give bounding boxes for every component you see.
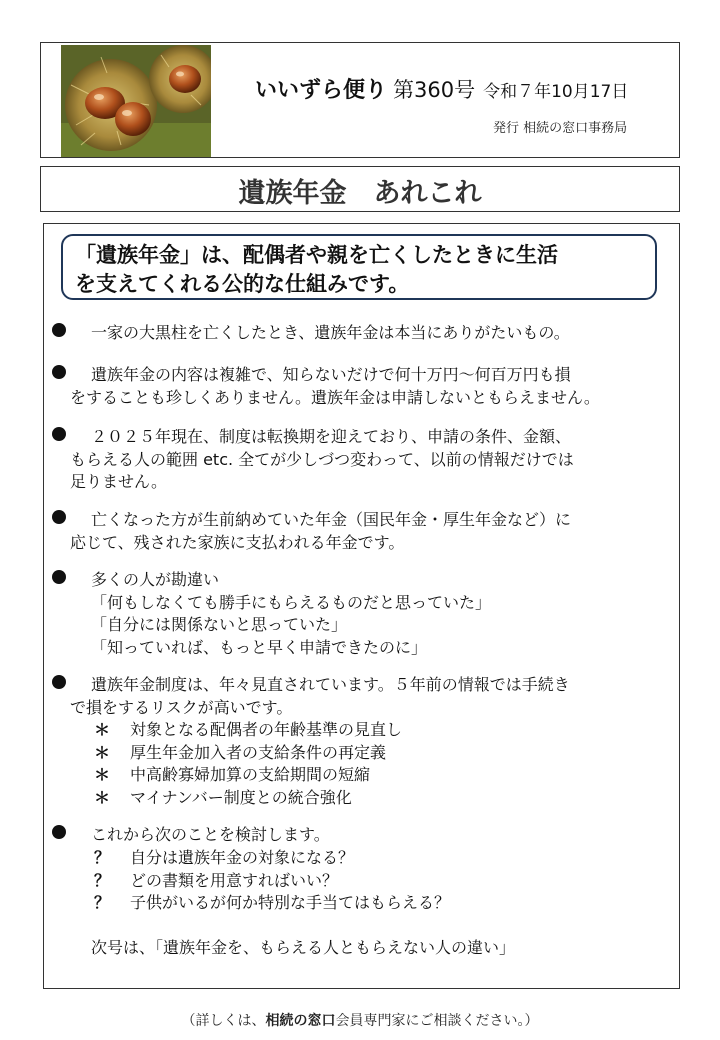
item-6-line-1: 遺族年金制度は、年々見直されています。５年前の情報では手続き bbox=[91, 675, 570, 694]
item-4-line-2: 応じて、残された家族に支払われる年金です。 bbox=[70, 533, 405, 552]
bullet-icon bbox=[52, 675, 66, 689]
publisher: 発行 相続の窓口事務局 bbox=[493, 121, 628, 136]
bullet-icon bbox=[52, 570, 66, 584]
bullet-icon bbox=[52, 825, 66, 839]
item-2-line-1: 遺族年金の内容は複雑で、知らないだけで何十万円〜何百万円も損 bbox=[91, 365, 571, 384]
footer-note bbox=[0, 1010, 720, 1030]
header-title-row bbox=[255, 73, 628, 104]
issue-number: 第360号 bbox=[393, 78, 476, 102]
question-mark-icon: ？ bbox=[94, 893, 111, 912]
item-3-line-2: もらえる人の範囲 etc. 全てが少しづつ変わって、以前の情報だけでは bbox=[70, 450, 574, 469]
quote-2: 「自分には関係ないと思っていた」 bbox=[91, 615, 348, 634]
asterisk-icon: ＊ bbox=[94, 788, 111, 807]
callout-line-1: 「遺族年金」は、配偶者や親を亡くしたときに生活 bbox=[75, 243, 558, 267]
next-issue-note: 次号は、「遺族年金を、もらえる人ともらえない人の違い」 bbox=[91, 938, 516, 957]
content-box bbox=[43, 223, 680, 989]
item-1-line-1: 一家の大黒柱を亡くしたとき、遺族年金は本当にありがたいもの。 bbox=[91, 323, 570, 342]
item-4-line-1: 亡くなった方が生前納めていた年金（国民年金・厚生年金など）に bbox=[91, 510, 572, 529]
question-mark-icon: ？ bbox=[94, 848, 111, 867]
question-mark-icon: ？ bbox=[94, 871, 111, 890]
bullet-icon bbox=[52, 427, 66, 441]
callout-line-2: を支えてくれる公的な仕組みです。 bbox=[75, 272, 410, 296]
intro-callout bbox=[61, 234, 657, 300]
footer-post: 会員専門家にご相談ください。） bbox=[335, 1013, 539, 1029]
item-5-line-1: 多くの人が勘違い bbox=[91, 570, 220, 589]
issue-date: 令和７年10月17日 bbox=[483, 82, 629, 102]
asterisk-icon: ＊ bbox=[94, 743, 111, 762]
bullet-icon bbox=[52, 365, 66, 379]
subitem-text: 厚生年金加入者の支給条件の再定義 bbox=[130, 743, 387, 762]
quote-1: 「何もしなくても勝手にもらえるものだと思っていた」 bbox=[91, 593, 492, 612]
footer-brand: 相続の窓口 bbox=[265, 1013, 336, 1029]
bullet-icon bbox=[52, 510, 66, 524]
chestnut-image bbox=[61, 45, 211, 157]
item-3-line-1: ２０２５年現在、制度は転換期を迎えており、申請の条件、金額、 bbox=[91, 427, 572, 446]
asterisk-icon: ＊ bbox=[94, 720, 111, 739]
item-6-line-2: で損をするリスクが高いです。 bbox=[70, 698, 293, 717]
bullet-icon bbox=[52, 323, 66, 337]
footer-pre: （詳しくは、 bbox=[181, 1013, 266, 1029]
newsletter-header bbox=[40, 42, 680, 158]
item-7-line-1: これから次のことを検討します。 bbox=[91, 825, 330, 844]
subitem-text: どの書類を用意すればいい？ bbox=[130, 871, 339, 890]
page-title: 遺族年金 あれこれ bbox=[238, 178, 482, 209]
chestnut-photo bbox=[61, 45, 211, 157]
asterisk-icon: ＊ bbox=[94, 765, 111, 784]
subitem-text: 子供がいるが何か特別な手当てはもらえる？ bbox=[130, 893, 451, 912]
subitem-text: マイナンバー制度との統合強化 bbox=[130, 788, 352, 807]
subitem-text: 中高齢寡婦加算の支給期間の短縮 bbox=[130, 765, 371, 784]
item-3-line-3: 足りません。 bbox=[70, 472, 167, 491]
subitem-text: 対象となる配偶者の年齢基準の見直し bbox=[130, 720, 403, 739]
title-box bbox=[40, 166, 680, 212]
subitem-text: 自分は遺族年金の対象になる？ bbox=[130, 848, 355, 867]
item-2-line-2: をすることも珍しくありません。遺族年金は申請しないともらえません。 bbox=[70, 388, 600, 407]
quote-3: 「知っていれば、もっと早く申請できたのに」 bbox=[91, 638, 428, 657]
newsletter-name: いいずら便り bbox=[255, 78, 388, 103]
